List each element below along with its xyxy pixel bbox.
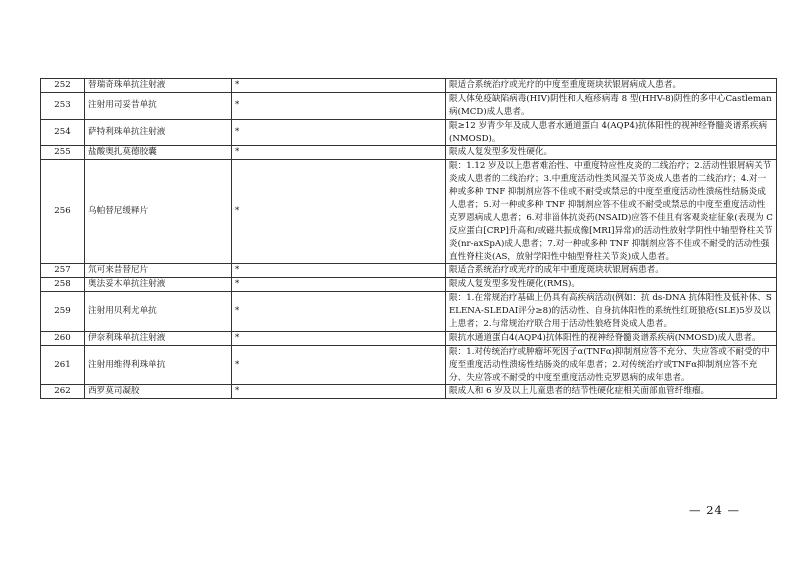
row-number: 254 bbox=[41, 119, 85, 146]
row-number: 253 bbox=[41, 92, 85, 119]
table-row bbox=[41, 264, 777, 278]
row-number: 252 bbox=[41, 79, 85, 93]
mark: * bbox=[232, 278, 446, 292]
table-row bbox=[41, 146, 777, 160]
page-number: — 24 — bbox=[689, 503, 740, 517]
drug-name: 奥法妥木单抗注射液 bbox=[85, 278, 232, 292]
limitation: 限适合系统治疗或光疗的中度至重度斑块状银屑病成人患者。 bbox=[446, 79, 777, 93]
drug-name: 氘可来昔替尼片 bbox=[85, 264, 232, 278]
table-row bbox=[41, 278, 777, 292]
mark: * bbox=[232, 119, 446, 146]
limitation: 限抗水通道蛋白4(AQP4)抗体阳性的视神经脊髓炎谱系疾病(NMOSD)成人患者。 bbox=[446, 331, 777, 345]
drug-name: 乌帕替尼缓释片 bbox=[85, 160, 232, 264]
row-number: 261 bbox=[41, 345, 85, 385]
drug-name: 盐酸奥扎莫德胶囊 bbox=[85, 146, 232, 160]
drug-name: 萨特利珠单抗注射液 bbox=[85, 119, 232, 146]
limitation: 限：1.在常规治疗基础上仍具有高疾病活动(例如：抗 ds-DNA 抗体阳性及低补体、SELENA-SLEDAI评分≥8)的活动性、自身抗体阳性的系统性红斑狼疮(SLE)5岁及以上患者；2.与常规治疗联合用于活动性狼疮肾炎成人患者。 bbox=[446, 292, 777, 332]
drug-name: 注射用司妥昔单抗 bbox=[85, 92, 232, 119]
drug-table bbox=[40, 78, 777, 399]
mark: * bbox=[232, 385, 446, 399]
limitation: 限成人复发型多发性硬化(RMS)。 bbox=[446, 278, 777, 292]
limitation: 限成人复发型多发性硬化。 bbox=[446, 146, 777, 160]
limitation: 限人体免疫缺陷病毒(HIV)阴性和人疱疹病毒 8 型(HHV-8)阴性的多中心Castleman病(MCD)成人患者。 bbox=[446, 92, 777, 119]
row-number: 257 bbox=[41, 264, 85, 278]
table-row bbox=[41, 79, 777, 93]
table-row bbox=[41, 119, 777, 146]
mark: * bbox=[232, 292, 446, 332]
table-row bbox=[41, 160, 777, 264]
table-row bbox=[41, 92, 777, 119]
table-row bbox=[41, 331, 777, 345]
mark: * bbox=[232, 331, 446, 345]
table-row bbox=[41, 385, 777, 399]
table-row bbox=[41, 345, 777, 385]
drug-name: 注射用维得利珠单抗 bbox=[85, 345, 232, 385]
row-number: 255 bbox=[41, 146, 85, 160]
limitation: 限≥12 岁青少年及成人患者水通道蛋白 4(AQP4)抗体阳性的视神经脊髓炎谱系疾病(NMOSD)。 bbox=[446, 119, 777, 146]
mark: * bbox=[232, 79, 446, 93]
limitation: 限成人和 6 岁及以上儿童患者的结节性硬化症相关面部血管纤维瘤。 bbox=[446, 385, 777, 399]
row-number: 260 bbox=[41, 331, 85, 345]
row-number: 256 bbox=[41, 160, 85, 264]
drug-name: 注射用贝利尤单抗 bbox=[85, 292, 232, 332]
row-number: 259 bbox=[41, 292, 85, 332]
drug-name: 替瑞奇珠单抗注射液 bbox=[85, 79, 232, 93]
row-number: 258 bbox=[41, 278, 85, 292]
mark: * bbox=[232, 345, 446, 385]
mark: * bbox=[232, 92, 446, 119]
limitation: 限适合系统治疗或光疗的成年中重度斑块状银屑病患者。 bbox=[446, 264, 777, 278]
mark: * bbox=[232, 264, 446, 278]
drug-name: 伊奈利珠单抗注射液 bbox=[85, 331, 232, 345]
mark: * bbox=[232, 160, 446, 264]
limitation: 限：1.对传统治疗或肿瘤坏死因子α(TNFα)抑制剂应答不充分、失应答或不耐受的中度至重度活动性溃疡性结肠炎的成年患者；2.对传统治疗或TNFα抑制剂应答不充分、失应答或不耐受的中度至重度活动性克罗恩病的成年患者。 bbox=[446, 345, 777, 385]
row-number: 262 bbox=[41, 385, 85, 399]
mark: * bbox=[232, 146, 446, 160]
drug-name: 西罗莫司凝胶 bbox=[85, 385, 232, 399]
limitation: 限：1.12 岁及以上患者难治性、中重度特应性皮炎的二线治疗；2.活动性银屑病关节炎成人患者的二线治疗；3.中重度活动性类风湿关节炎成人患者的二线治疗；4.对一种或多种 TNF 抑制剂应答不佳或不耐受或禁忌的中度至重度活动性溃疡性结肠炎成人患者；5.对一种或多种 TNF 抑制剂应答不佳或不耐受或禁忌的中度至重度活动性克罗恩病成人患者；6.对非甾体抗炎药(NSAID)应答不佳且有客观炎症征象(表现为 C 反应蛋白[CRP]升高和/或磁共振成像[MRI]异常)的活动性放射学阴性中轴型脊柱关节炎(nr-axSpA)成人患者；7.对一种或多种 TNF 抑制剂应答不佳或不耐受的活动性强直性脊柱炎(AS，放射学阳性中轴型脊柱关节炎)成人患者。 bbox=[446, 160, 777, 264]
table-row bbox=[41, 292, 777, 332]
